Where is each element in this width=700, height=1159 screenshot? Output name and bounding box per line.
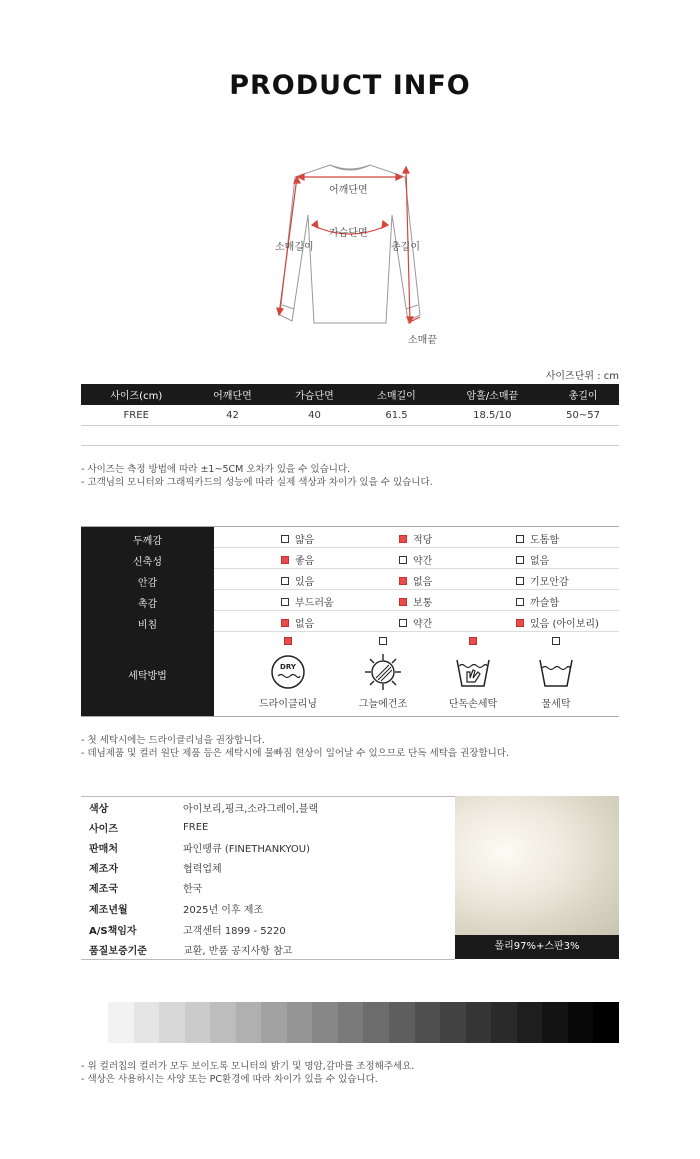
feature-label: 세탁방법: [128, 671, 167, 682]
checkbox-checked[interactable]: [399, 577, 407, 585]
wash-label: 단독손세탁: [448, 699, 498, 710]
option-label: 얇음: [295, 535, 315, 546]
size-cell: 42: [191, 405, 273, 426]
info-key: 품질보증기준: [89, 945, 147, 957]
option-label: 약간: [413, 619, 433, 630]
note-line: - 첫 세탁시에는 드라이클리닝을 권장합니다.: [81, 735, 265, 746]
shade-dry-icon: [363, 652, 403, 692]
info-key: A/S책임자: [89, 925, 137, 937]
gray-swatch: [287, 1002, 313, 1043]
gray-swatch: [389, 1002, 415, 1043]
gray-swatch: [363, 1002, 389, 1043]
checkbox[interactable]: [281, 598, 289, 606]
size-unit: 사이즈단위 : cm: [545, 371, 619, 382]
option-lining-fleece[interactable]: [516, 573, 569, 588]
gray-swatch: [542, 1002, 568, 1043]
feature-label: 신축성: [133, 557, 162, 568]
wash-water: [516, 637, 596, 710]
info-value: 2025년 이후 제조: [183, 904, 264, 916]
option-label: 적당: [413, 535, 433, 546]
option-label: 기모안감: [530, 577, 569, 588]
total-length-label: 총길이: [391, 242, 420, 253]
checkbox-checked[interactable]: [281, 556, 289, 564]
info-value: 협력업체: [183, 863, 222, 875]
option-lining-yes[interactable]: [281, 573, 314, 588]
info-value: 아이보리,핑크,소라그레이,블랙: [183, 803, 319, 815]
option-good[interactable]: [281, 552, 314, 567]
checkbox[interactable]: [516, 556, 524, 564]
size-header: 암홀/소매끝: [437, 384, 547, 405]
note-line: - 사이즈는 측정 방법에 따라 ±1~5CM 오차가 있을 수 있습니다.: [81, 464, 351, 475]
checkbox[interactable]: [516, 535, 524, 543]
info-row: [81, 898, 263, 918]
page-title: PRODUCT INFO: [229, 70, 471, 101]
info-divider: [81, 959, 455, 960]
info-row: [81, 817, 208, 837]
checkbox-checked[interactable]: [469, 637, 477, 645]
info-key: 제조국: [89, 883, 118, 895]
note-line: - 색상은 사용하시는 사양 또는 PC환경에 따라 차이가 있을 수 있습니다.: [81, 1074, 378, 1085]
size-cell: 40: [273, 405, 355, 426]
gray-swatch: [236, 1002, 262, 1043]
size-notes: [81, 463, 433, 489]
checkbox[interactable]: [281, 535, 289, 543]
info-value: 교환, 반품 공지사항 참고: [183, 945, 293, 957]
gray-swatch: [491, 1002, 517, 1043]
info-key: 제조자: [89, 863, 118, 875]
checkbox[interactable]: [379, 637, 387, 645]
wash-label: 드라이클리닝: [259, 699, 317, 710]
checkbox[interactable]: [516, 577, 524, 585]
feature-table: [81, 526, 619, 717]
size-header: 소매길이: [355, 384, 437, 405]
option-soft[interactable]: [281, 594, 334, 609]
info-row: [81, 877, 202, 897]
option-sheer-yes[interactable]: [516, 615, 599, 630]
option-slight[interactable]: [399, 552, 432, 567]
checkbox-checked[interactable]: [399, 598, 407, 606]
gray-swatch: [517, 1002, 543, 1043]
feature-label: 두께감: [133, 536, 162, 547]
option-label: 없음: [413, 577, 433, 588]
gray-swatch: [261, 1002, 287, 1043]
option-label: 있음: [295, 577, 315, 588]
feature-label: 촉감: [137, 599, 158, 610]
water-wash-icon: [536, 652, 576, 692]
info-key: 판매처: [89, 843, 118, 855]
option-lining-no[interactable]: [399, 573, 432, 588]
option-rough[interactable]: [516, 594, 559, 609]
gray-swatch: [466, 1002, 492, 1043]
option-none[interactable]: [516, 552, 549, 567]
color-notes: [81, 1060, 414, 1086]
checkbox[interactable]: [399, 556, 407, 564]
option-normal[interactable]: [399, 594, 432, 609]
fabric-photo: [455, 796, 619, 935]
material-badge: 폴리97%+스판3%: [455, 935, 619, 959]
option-label: 부드러움: [295, 598, 334, 609]
gray-swatch: [338, 1002, 364, 1043]
wash-dry-clean: [248, 637, 328, 710]
checkbox[interactable]: [281, 577, 289, 585]
gray-swatch: [210, 1002, 236, 1043]
sleeve-length-label: 소매길이: [275, 242, 314, 253]
option-medium[interactable]: [399, 531, 432, 546]
option-thick[interactable]: [516, 531, 559, 546]
size-table: [81, 384, 619, 446]
checkbox-checked[interactable]: [516, 619, 524, 627]
hand-wash-icon: [453, 652, 493, 692]
info-row: [81, 939, 292, 959]
info-key: 색상: [89, 803, 109, 815]
info-value: 파인땡큐 (FINETHANKYOU): [183, 843, 311, 855]
size-cell: FREE: [81, 405, 191, 426]
info-key: 사이즈: [89, 823, 118, 835]
checkbox-checked[interactable]: [281, 619, 289, 627]
option-thin[interactable]: [281, 531, 314, 546]
wash-label: 그늘에건조: [358, 699, 408, 710]
wash-label: 물세탁: [541, 699, 571, 710]
size-cell: 50~57: [547, 405, 619, 426]
size-header: 총길이: [547, 384, 619, 405]
option-label: 없음: [295, 619, 315, 630]
info-row: [81, 919, 286, 939]
info-value: 고객센터 1899 - 5220: [183, 925, 286, 937]
size-row: [81, 405, 619, 426]
gray-swatch: [312, 1002, 338, 1043]
option-label: 까슬함: [530, 598, 559, 609]
gray-swatch: [185, 1002, 211, 1043]
info-row: [81, 857, 222, 877]
size-header: 사이즈(cm): [81, 384, 191, 405]
info-row: [81, 837, 310, 857]
color-calibration-strip: [108, 1002, 619, 1043]
product-info-table: [81, 796, 455, 957]
checkbox-checked[interactable]: [399, 535, 407, 543]
checkbox[interactable]: [552, 637, 560, 645]
dry-clean-icon: [268, 652, 308, 692]
info-value: FREE: [183, 821, 209, 833]
checkbox[interactable]: [399, 619, 407, 627]
dry-icon-text: DRY: [280, 663, 296, 671]
option-sheer-slight[interactable]: [399, 615, 432, 630]
gray-swatch: [568, 1002, 594, 1043]
option-label: 좋음: [295, 556, 315, 567]
note-line: - 위 컬러칩의 컬러가 모두 보이도록 모니터의 밝기 및 명암,감마를 조정해주세요.: [81, 1061, 415, 1072]
wash-notes: [81, 734, 509, 760]
gray-swatch: [440, 1002, 466, 1043]
cuff-label: 소매끝: [408, 335, 437, 346]
option-label: 보통: [413, 598, 433, 609]
shoulder-label: 어깨단면: [329, 185, 368, 196]
option-label: 약간: [413, 556, 433, 567]
info-row: [81, 797, 318, 817]
size-cell: 18.5/10: [437, 405, 547, 426]
gray-swatch: [159, 1002, 185, 1043]
option-label: 없음: [530, 556, 550, 567]
gray-swatch: [593, 1002, 619, 1043]
gray-swatch: [108, 1002, 134, 1043]
option-sheer-none[interactable]: [281, 615, 314, 630]
chest-label: 가슴단면: [329, 228, 368, 239]
wash-hand-wash: [433, 637, 513, 710]
note-line: - 고객님의 모니터와 그래픽카드의 성능에 따라 실제 색상과 차이가 있을 수 있습니다.: [81, 477, 433, 488]
info-key: 제조년월: [89, 904, 128, 916]
info-value: 한국: [183, 883, 203, 895]
note-line: - 데님제품 및 컬러 원단 제품 등은 세탁시에 물빠짐 현상이 일어날 수 있으므로 단독 세탁을 권장합니다.: [81, 748, 510, 759]
size-header: 가슴단면: [273, 384, 355, 405]
option-label: 도톰함: [530, 535, 559, 546]
size-row-empty: [81, 426, 619, 446]
size-cell: 61.5: [355, 405, 437, 426]
size-header: 어깨단면: [191, 384, 273, 405]
gray-swatch: [415, 1002, 441, 1043]
checkbox[interactable]: [516, 598, 524, 606]
feature-label: 안감: [137, 578, 158, 589]
checkbox-checked[interactable]: [284, 637, 292, 645]
gray-swatch: [134, 1002, 160, 1043]
feature-label: 비침: [137, 620, 158, 631]
wash-shade-dry: [343, 637, 423, 710]
option-label: 있음 (아이보리): [530, 619, 599, 630]
